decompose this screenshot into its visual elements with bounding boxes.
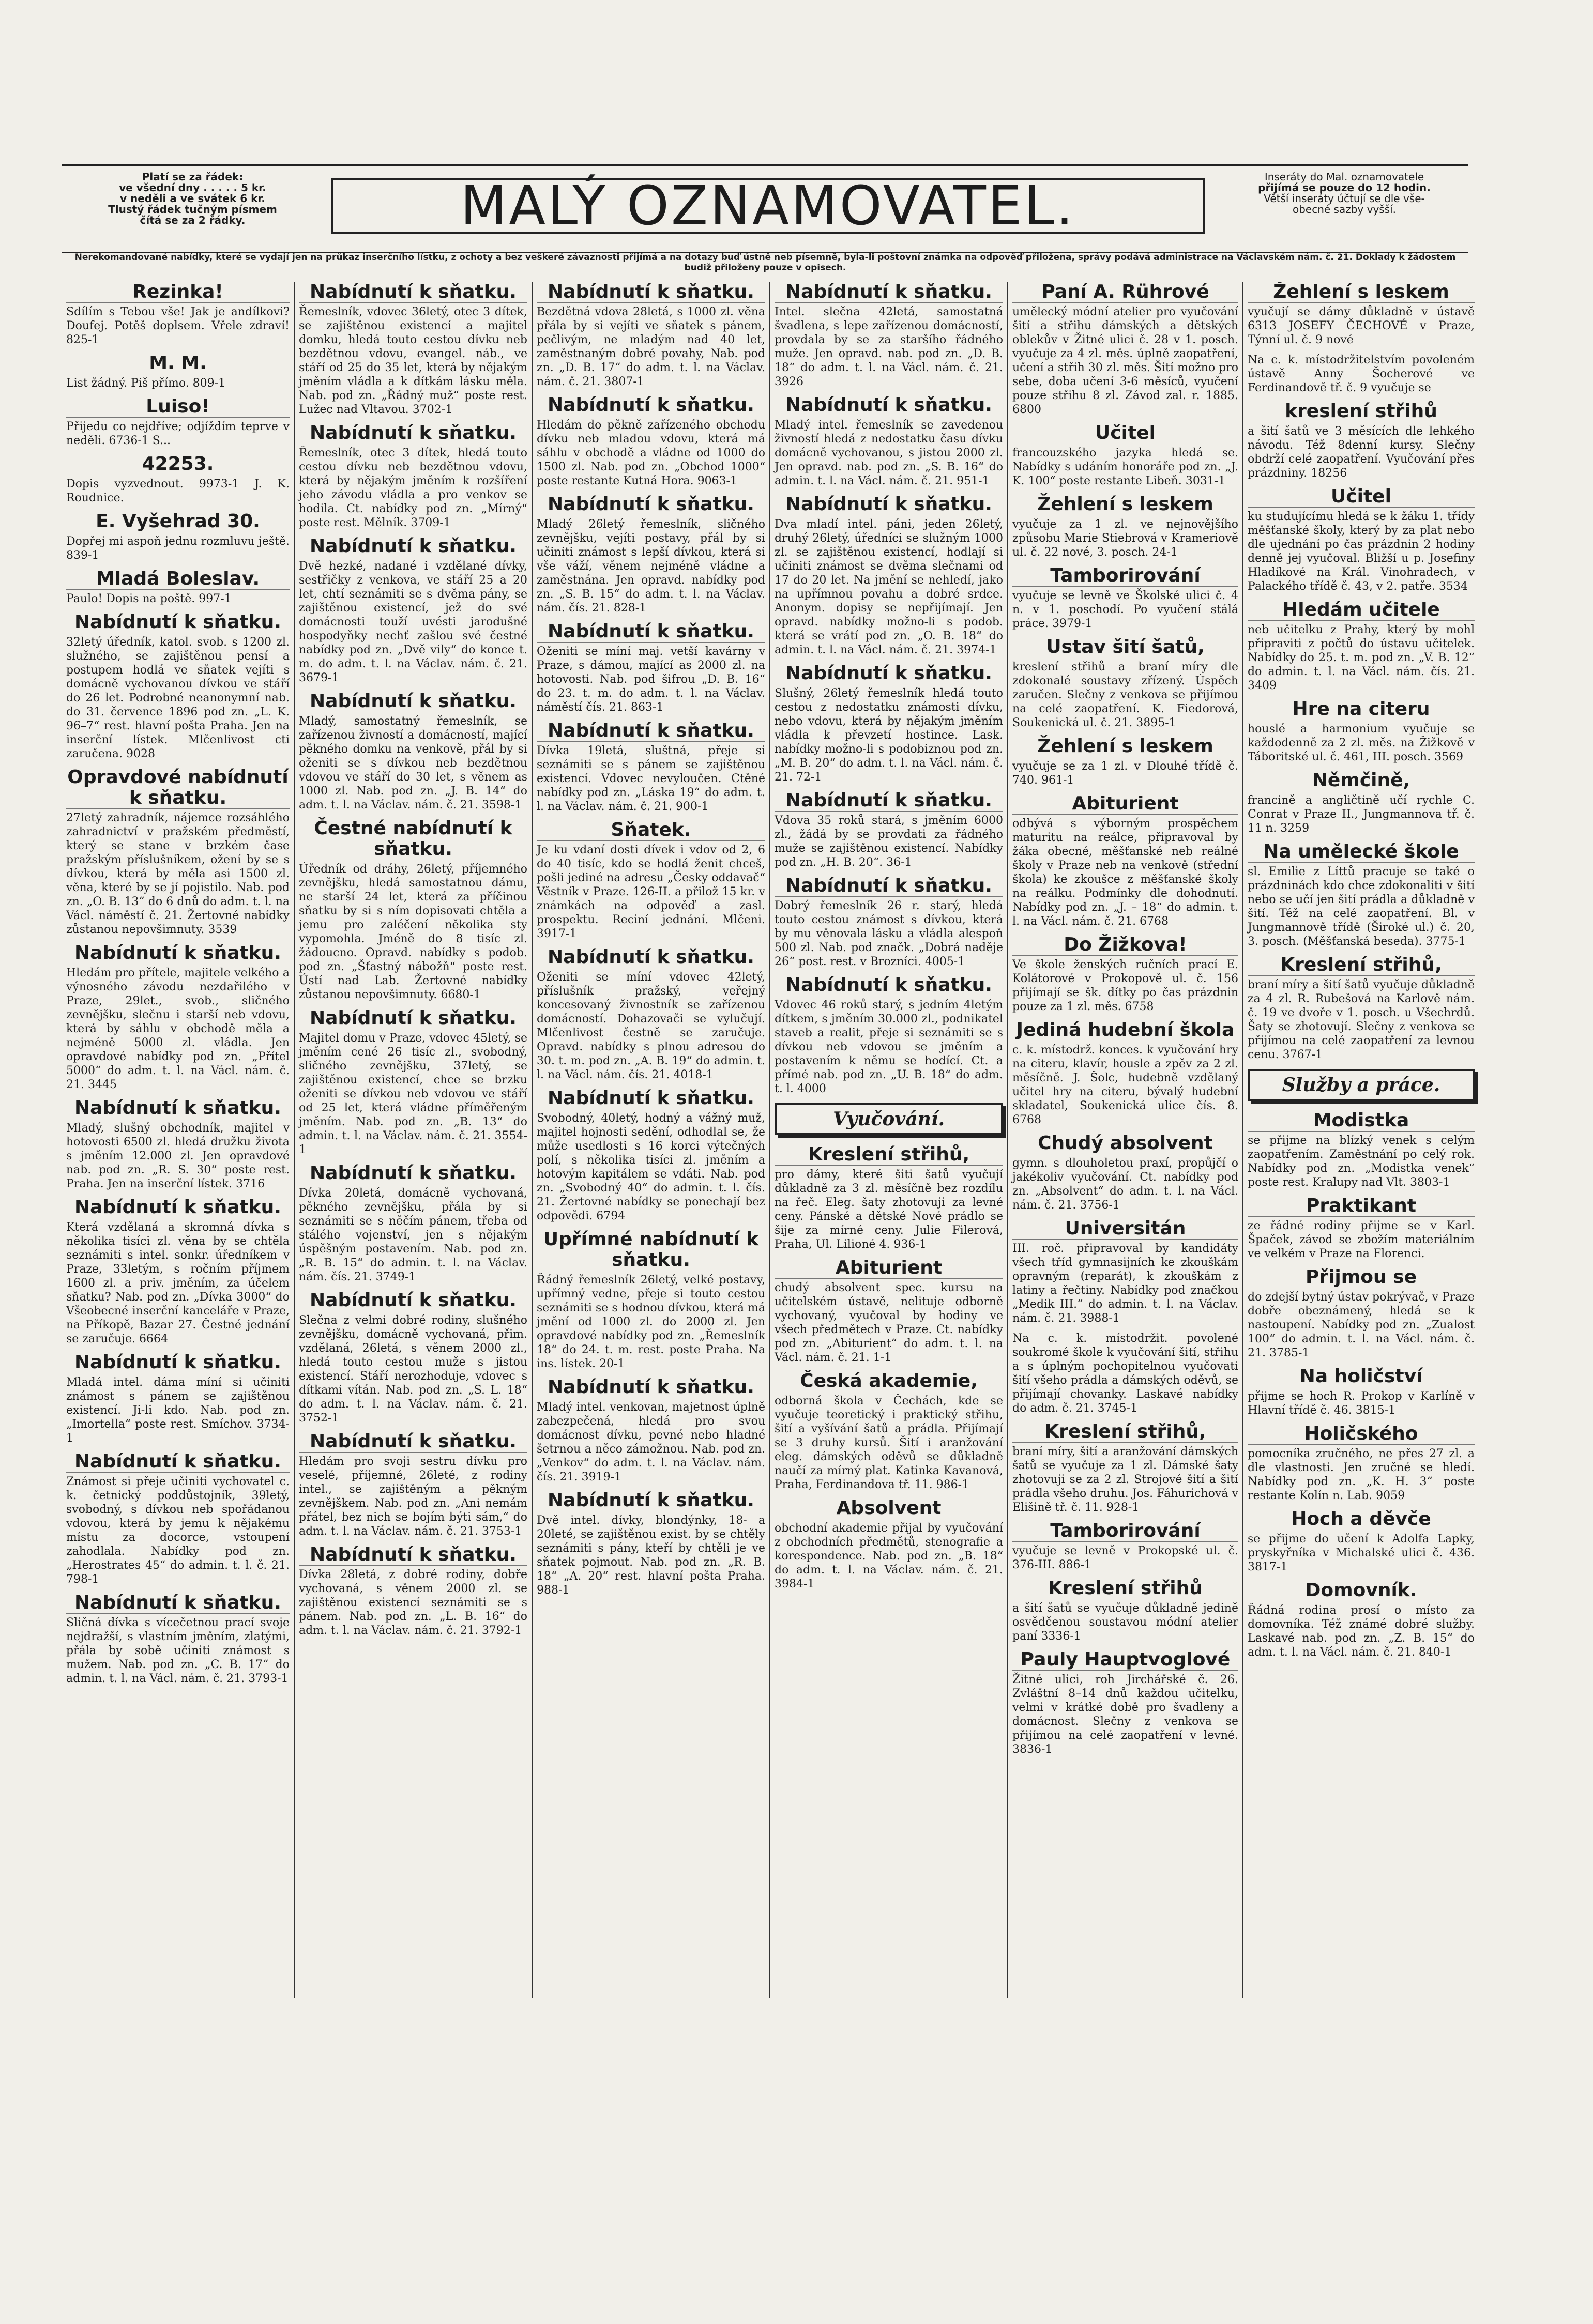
ad-heading: Nabídnutí k sňatku.: [66, 1098, 290, 1119]
classified-ad: [66, 1197, 290, 1346]
classified-ad: [299, 691, 527, 812]
ad-text: Řádný řemeslník 26letý, velké postavy, upřímný vedne, přeje si touto cestou seznámiti se s hodnou dívkou, která má jmění od 1000 zl. do 2000 zl. Jen opravdové nabídky pod zn. „Řemeslník 18“ do 24. t. m. rest. poste Praha. Na ins. lístek. 20-1: [537, 1274, 765, 1370]
ad-text: Slušný, 26letý řemeslník hledá touto cestou z nedostatku známosti dívku, nebo vdovu, která by nějakým jměním vládla k převzetí hostince. Lask. nabídky možno-li s podobiznou pod zn. „M. B. 20“ do adm. t. l. na Václ. nám. č. 21. 72-1: [775, 687, 1003, 784]
column-5: [1008, 282, 1243, 1998]
classified-ad: [1248, 1424, 1475, 1503]
section-heading: Vyučování.: [775, 1103, 1003, 1135]
ad-heading: Jediná hudební škola: [1012, 1020, 1238, 1041]
ad-text: Bezdětná vdova 28letá, s 1000 zl. věna přála by si vejíti ve sňatek s pánem, pečlivým, ne mladým nad 40 let, zaměstnaným dobré povahy, Nab. pod zn. „D. B. 17“ do adm. t. l. na Václav. nám. č. 21. 3807-1: [537, 305, 765, 388]
ad-heading: Nabídnutí k sňatku.: [66, 612, 290, 633]
ad-heading: Opravdové nabídnutí k sňatku.: [66, 767, 290, 809]
ad-text: obchodní akademie přijal by vyučování z obchodních předmětů, stenografie a korespondence. Nab. pod zn. „B. 18“ do adm. t. l. na Václav. nám. č. 21. 3984-1: [775, 1522, 1003, 1591]
ad-text: pomocníka zručného, ne přes 27 zl. a dle vlastnosti. Jen zručné se hledí. Nabídky pod zn. „K. H. 3“ poste restante Kolín n. Lab. 9059: [1248, 1447, 1475, 1502]
ad-text: braní míry, šití a aranžování dámských šatů se vyučuje za 1 zl. Dámské šaty zhotovuji se za 2 zl. Strojové šití a šití prádla všeho druhu. Jos. Fáhurichová v Elišině tř. č. 11. 928-1: [1012, 1445, 1238, 1514]
classified-ad: [66, 511, 290, 562]
ad-heading: Nabídnutí k sňatku.: [537, 621, 765, 643]
classified-ad: [537, 1229, 765, 1371]
ad-text: Mladá intel. dáma míní si učiniti známost s pánem se zajištěnou existencí. Ji-li kdo. Nab. pod zn. „Imortella“ poste rest. Smíchov. 3734-1: [66, 1376, 290, 1445]
ad-text: Hledám pro svoji sestru dívku pro veselé, příjemné, 26leté, z rodiny intel., se zajištěným a pěkným zevnějškem. Nab. pod zn. „Ani nemám přátel, bez nich se bojím býti sám,“ do adm. t. l. na Václav. nám. č. 21. 3753-1: [299, 1455, 527, 1538]
ad-heading: E. Vyšehrad 30.: [66, 511, 290, 532]
ad-heading: Universitán: [1012, 1218, 1238, 1240]
classified-ad: [1248, 770, 1475, 835]
classified-ad: [1012, 637, 1238, 730]
ad-heading: Ustav šití šatů,: [1012, 637, 1238, 658]
classified-ad: [537, 721, 765, 814]
classified-ad: [1248, 1110, 1475, 1189]
ad-text: 27letý zahradník, nájemce rozsáhlého zahradnictví v pražském předměstí, který se stane v brzkém čase pražským příslušníkem, ožení by se s dívkou, která by měla asi 1500 zl. věna, které by se jí pojistilo. Nab. pod zn. „O. B. 13“ do 6 dnů do adm. t. l. na Václ. náměstí č. 21. Žertovné nabídky zůstanou nepovšimnuty. 3539: [66, 812, 290, 936]
ad-heading: Česká akademie,: [775, 1371, 1003, 1392]
ad-heading: Nabídnutí k sňatku.: [537, 494, 765, 515]
ad-heading: Nabídnutí k sňatku.: [537, 1490, 765, 1511]
ad-text: Dva mladí intel. páni, jeden 26letý, druhý 26letý, úředníci se služným 1000 zl. se zajištěnou existencí, hodlají si učiniti známost se dvěma slečnami od 17 do 20 let. Na jmění se nehledí, jako na upřímnou povahu a dobré srdce. Anonym. dopisy se nepřijímají. Jen opravd. nabídky možno-li s podob. která se vrátí pod zn. „O. B. 18“ do admin. t. l. na Václ. nám. č. 21. 3974-1: [775, 518, 1003, 656]
insertion-line: obecné sazby vyšší.: [1292, 203, 1397, 216]
ad-text: a šití šatů ve 3 měsících dle lehkého návodu. Též 8denní kursy. Slečny obdrží celé zaopatření. Vyučování přes prázdniny. 18256: [1248, 425, 1475, 480]
ad-text: pro dámy, které šiti šatů vyučují důkladně za 3 zl. měsíčně bez rozdílu na řeč. Eleg. šaty zhotovuji za levné ceny. Pánské a dětské Nové prádlo se šije za mírné ceny. Julie Filerová, Praha, Ul. Lilioné 4. 936-1: [775, 1168, 1003, 1251]
ad-heading: kreslení střihů: [1248, 401, 1475, 422]
ad-text: Mladý intel. venkovan, majetnost úplně zabezpečená, hledá pro svou domácnost dívku, pevné nebo hladné šetrnou a něco zámožnou. Nab. pod zn. „Venkov“ do adm. t. l. na Václav. nám. čís. 21. 3919-1: [537, 1401, 765, 1484]
ad-text: Žitné ulici, roh Jirchářské č. 26. Zvláštní 8–14 dnů každou učitelku, velmi v krátké době pro švadleny a domácnost. Slečny z venkova se přijímou na celé zaopatření v levné. 3836-1: [1012, 1673, 1238, 1756]
masthead: [62, 164, 1468, 253]
ad-text: Dopis vyzvednout. 9973-1 J. K. Roudnice.: [66, 478, 290, 504]
ad-text: Intel. slečna 42letá, samostatná švadlena, s lepe zařízenou domácností, provdala by se za staršího řádného muže. Jen opravd. nab. pod zn. „D. B. 18“ do adm. t. l. na Václ. nám. č. 21. 3926: [775, 305, 1003, 388]
ad-heading: Nabídnutí k sňatku.: [66, 943, 290, 964]
ad-text: Na c. k. místodržitelstvím povoleném ústavě Anny Šocherové ve Ferdinandově tř. č. 9 vyučuje se: [1248, 354, 1475, 394]
classified-ad: [1012, 736, 1238, 787]
classified-ad: [775, 1498, 1003, 1591]
ad-text: vyučuje se levně ve Školské ulici č. 4 n. v 1. poschodí. Po vyučení stálá práce. 3979-1: [1012, 589, 1238, 630]
ad-heading: Nabídnutí k sňatku.: [66, 1352, 290, 1373]
classified-ad: [775, 876, 1003, 969]
insertion-line: Větší inseráty účtují se dle vše-: [1264, 192, 1425, 205]
ad-heading: Nabídnutí k sňatku.: [299, 1008, 527, 1029]
ad-heading: Nabídnutí k sňatku.: [537, 395, 765, 416]
ad-text: ku studujícímu hledá se k žáku 1. třídy měšťanské školy, který by za plat nebo dle ujednání po čas prázdnin 2 hodiny denně jej vyučoval. Bližší u p. Josefiny Hladíkové na Král. Vinohradech, v Palackého třídě č. 43, v 2. patře. 3534: [1248, 510, 1475, 593]
ad-heading: Žehlení s leskem: [1012, 736, 1238, 757]
classified-ad: [66, 1451, 290, 1586]
ad-text: přijme se hoch R. Prokop v Karlíně v Hlavní třídě č. 46. 3815-1: [1248, 1390, 1475, 1417]
ad-text: Řemeslník, vdovec 36letý, otec 3 dítek, se zajištěnou existencí a majitel domku, hledá touto cestou dívku neb bezdětnou vdovu, evangel. náb., ve stáří od 25 do 35 let, která by nějakým jměním vládla a k dítkám lásku měla. Nab. pod zn. „Řádný muž“ poste rest. Lužec nad Vltavou. 3702-1: [299, 305, 527, 416]
ad-text: houslé a harmonium vyučuje se každodenně za 2 zl. měs. na Žižkově v Táboritské ul. č. 461, III. posch. 3569: [1248, 723, 1475, 763]
ad-text: Hledám do pěkně zařízeného obchodu dívku neb mladou vdovu, která má sáhlu v obchodě a vládne od 1000 do 1500 zl. Nab. pod zn. „Obchod 1000“ poste restante Kutná Hora. 9063-1: [537, 419, 765, 487]
ad-heading: Nabídnutí k sňatku.: [299, 282, 527, 303]
ad-heading: Nabídnutí k sňatku.: [537, 282, 765, 303]
ad-heading: Paní A. Rührové: [1012, 282, 1238, 303]
classified-ad: [1012, 935, 1238, 1014]
ad-text: Oženiti se míní maj. vetší kavárny v Praze, s dámou, mající as 2000 zl. na hotovosti. Nab. pod šifrou „D. B. 16“ do 23. t. m. do adm. t. l. na Václav. náměstí čís. 21. 863-1: [537, 645, 765, 714]
classified-ad: [1248, 1366, 1475, 1417]
ad-heading: Tamborirování: [1012, 1521, 1238, 1542]
price-line: Platí se za řádek:: [142, 171, 244, 183]
classified-ad: [299, 1545, 527, 1638]
ad-heading: Nabídnutí k sňatku.: [537, 721, 765, 742]
classified-ad: [66, 612, 290, 761]
ad-heading: Nabídnutí k sňatku.: [775, 494, 1003, 515]
classified-ad: [1248, 600, 1475, 693]
classified-ad: [1248, 282, 1475, 347]
section-heading: Služby a práce.: [1248, 1069, 1475, 1101]
ad-text: Řemeslník, otec 3 dítek, hledá touto cestou dívku neb bezdětnou vdovu, která by nějakým jměním k rozšíření jeho závodu vládla a pro venkov se hodila. Ct. nabídky pod zn. „Mírný“ poste rest. Mělník. 3709-1: [299, 447, 527, 529]
classified-ad: [66, 943, 290, 1092]
classified-ad: [1248, 401, 1475, 480]
classified-ad: [1012, 1649, 1238, 1756]
ad-text: Dvě intel. dívky, blondýnky, 18- a 20leté, se zajištěnou exist. by se chtěly seznámiti s pány, kteří by chtěli je ve sňatek pojmout. Nab. pod zn. „R. B. 18“ „A. 20“ rest. hlavní pošta Praha. 988-1: [537, 1514, 765, 1597]
ad-heading: Nabídnutí k sňatku.: [775, 790, 1003, 812]
ad-heading: Nabídnutí k sňatku.: [299, 536, 527, 557]
ad-heading: Učitel: [1012, 423, 1238, 444]
ad-text: francině a angličtině učí rychle C. Conrat v Praze II., Jungmannova tř. č. 11 n. 3259: [1248, 794, 1475, 835]
ad-text: Svobodný, 40letý, hodný a vážný muž, majitel hojnosti sedění, odhodlal se, že může usedlosti s 16 korci výtečných polí, s několika tisíci zl. jměním a hotovým kapitálem se vdáti. Nab. pod zn. „Svobodný 40“ do admin. t. l. čís. 21. Žertovné nabídky se ponechají bez odpovědi. 6794: [537, 1112, 765, 1222]
ad-heading: Nabídnutí k sňatku.: [537, 1377, 765, 1398]
ad-text: Dopřej mi aspoň jednu rozmluvu ještě. 839-1: [66, 535, 290, 562]
ad-text: se přijme do učení k Adolfa Lapky, pryskyřníka v Michalské ulici č. 436. 3817-1: [1248, 1533, 1475, 1573]
ad-heading: Žehlení s leskem: [1248, 282, 1475, 303]
classified-ad: [299, 1290, 527, 1425]
classified-ad: [299, 1008, 527, 1157]
ad-text: Známost si přeje učiniti vychovatel c. k. četnický poddůstojník, 39letý, svobodný, s dívkou neb spořádanou vdovou, která by jemu k nějakému místu za docorce, vstoupení zahodlala. Nabídky pod zn. „Herostrates 45“ do admin. t. l. č. 21. 798-1: [66, 1475, 290, 1586]
ad-heading: Nabídnutí k sňatku.: [537, 1088, 765, 1109]
ad-heading: Nabídnutí k sňatku.: [537, 947, 765, 968]
ad-text: Dívka 28letá, z dobré rodiny, dobře vychovaná, s věnem 2000 zl. se zajištěnou existencí seznámiti se s pánem. Nab. pod zn. „L. B. 16“ do adm. t. l. na Václav. nám. č. 21. 3792-1: [299, 1568, 527, 1637]
ad-text: Mladý, samostatný řemeslník, se zařízenou živností a domácností, mající pěkného domku na venkově, přál by si oženiti se s dívkou neb bezdětnou vdovou ve stáří do 30 let, s věnem as 1000 zl. Nab. pod zn. „J. B. 14“ do adm. t. l. na Václav. nám. č. 21. 3598-1: [299, 715, 527, 812]
classified-ad: [775, 790, 1003, 869]
classified-ad: [1248, 1509, 1475, 1574]
classified-ad: [775, 1258, 1003, 1365]
ad-heading: Abiturient: [775, 1258, 1003, 1279]
classified-ad: [1248, 699, 1475, 764]
ad-heading: Kreslení střihů,: [1248, 955, 1475, 976]
ad-heading: M. M.: [66, 353, 290, 374]
classified-ad: [66, 1352, 290, 1445]
classified-ad: [775, 1371, 1003, 1492]
classified-ad: [537, 395, 765, 488]
ad-heading: Nabídnutí k sňatku.: [299, 1163, 527, 1184]
ad-text: Vdovec 46 roků starý, s jedním 4letým dítkem, s jměním 30.000 zl., podnikatel staveb a realit, přeje si seznámiti se s dívkou neb vdovou se jměním a postavením k němu se hodící. Ct. a přímé nab. pod zn. „U. B. 18“ do adm. t. l. 4000: [775, 999, 1003, 1095]
classified-ad: [66, 1593, 290, 1686]
ad-heading: Nabídnutí k sňatku.: [299, 1545, 527, 1566]
ad-heading: Nabídnutí k sňatku.: [775, 395, 1003, 416]
ad-text: Úředník od dráhy, 26letý, příjemného zevnějšku, hledá samostatnou dámu, ne starší 24 let, která za příčinou sňatku by si s ním dopisovati chtěla a jemu pro zaléčení několika sty vypomohla. Jméně do 8 tisíc zl. žádoucno. Opravd. nabídky s podob. pod zn. „Šťastný nábožň“ poste rest. Ústí nad Lab. Žertovné nabídky zůstanou nepovšimnuty. 6680-1: [299, 863, 527, 1001]
ad-heading: Nabídnutí k sňatku.: [775, 876, 1003, 897]
classified-ad: [66, 1098, 290, 1191]
ad-heading: Chudý absolvent: [1012, 1133, 1238, 1154]
ad-heading: Holičského: [1248, 1424, 1475, 1445]
ad-text: gymn. s dlouholetou praxí, propůjčí o jakékoliv vyučování. Ct. nabídky pod zn. „Absolvent“ do adm. t. l. na Václ. nám. č. 21. 3756-1: [1012, 1157, 1238, 1212]
ad-heading: Hre na citeru: [1248, 699, 1475, 720]
column-1: [62, 282, 295, 1998]
ad-heading: Kreslení střihů: [1012, 1578, 1238, 1599]
ad-heading: 42253.: [66, 454, 290, 475]
ad-heading: Hledám učitele: [1248, 600, 1475, 621]
ad-heading: Němčině,: [1248, 770, 1475, 791]
classified-ad: [775, 975, 1003, 1096]
classified-ad: [537, 947, 765, 1082]
ad-heading: Hoch a děvče: [1248, 1509, 1475, 1530]
classified-ad: [1012, 494, 1238, 559]
ad-heading: Učitel: [1248, 486, 1475, 508]
classified-ad: [66, 353, 290, 390]
classified-ad: [299, 1163, 527, 1284]
column-4: [770, 282, 1008, 1998]
ad-text: francouzského jazyka hledá se. Nabídky s udáním honoráře pod zn. „J. K. 100“ poste restante Libeň. 3031-1: [1012, 447, 1238, 487]
ad-text: Sličná dívka s vícečetnou prací svoje nejdražší, s vlastním jměním, zlatými, přála by sobě učiniti známost s mužem. Nab. pod zn. „C. B. 17“ do admin. t. l. na Václ. nám. č. 21. 3793-1: [66, 1616, 290, 1685]
classified-ad: [66, 396, 290, 448]
classified-ad: [775, 494, 1003, 657]
classified-ad: [1012, 1133, 1238, 1212]
ad-heading: Žehlení s leskem: [1012, 494, 1238, 515]
classified-ad: [299, 423, 527, 530]
ad-heading: Nabídnutí k sňatku.: [66, 1451, 290, 1473]
insertion-line: přijímá se pouze do 12 hodin.: [1258, 181, 1431, 194]
ad-heading: Na umělecké škole: [1248, 842, 1475, 863]
ad-text: Dvě hezké, nadané i vzdělané dívky, sestřičky z venkova, ve stáří 25 a 20 let, chtí seznámiti se s dvěma pány, se zajištěnou existencí, jež do své domácnosti touží uvésti jarodušné hospodyňky nechť zašlou své čestné nabídky pod zn. „Dvě vily“ do konce t. m. do adm. t. l. na Václav. nám. č. 21. 3679-1: [299, 560, 527, 684]
ad-heading: Mladá Boleslav.: [66, 569, 290, 590]
classified-ad: [537, 621, 765, 714]
classified-ad: [299, 1431, 527, 1538]
ad-text: vyučuje se levně v Prokopské ul. č. 376-III. 886-1: [1012, 1545, 1238, 1571]
ad-text: vyučují se dámy důkladně v ústavě 6313 JOSEFY ČECHOVÉ v Praze, Týnní ul. č. 9 nové: [1248, 305, 1475, 346]
ad-text: Sdílím s Tebou vše! Jak je andílkovi? Doufej. Potěš doplsem. Vřele zdraví! 825-1: [66, 305, 290, 346]
ad-heading: Nabídnutí k sňatku.: [299, 423, 527, 444]
ad-heading: Pauly Hauptvoglové: [1012, 1649, 1238, 1671]
classified-ad: [1012, 282, 1238, 417]
classified-ad: [537, 494, 765, 615]
classified-ad: [1248, 486, 1475, 593]
ad-heading: Nabídnutí k sňatku.: [66, 1197, 290, 1218]
classified-ad: [537, 1377, 765, 1484]
classified-ad: [775, 282, 1003, 389]
ad-text: Mladý 26letý řemeslník, sličného zevnějšku, vejíti postavy, přál by si učiniti známost s lepší dívkou, která si vše váží, věnem nejméně vládne a zaměstnána. Jen opravd. nabídky pod zn. „S. B. 15“ do adm. t. l. na Václav. nám. čís. 21. 828-1: [537, 518, 765, 615]
ad-text: III. roč. připravoval by kandidáty všech tříd gymnasijních ke zkouškám opravným (reparát), k zkouškám z latiny a řečtiny. Nabídky pod značkou „Medik III.“ do admin. t. l. na Václav. nám. č. 21. 3988-1: [1012, 1242, 1238, 1325]
page-title: MALÝ OZNAMOVATEL.: [460, 174, 1075, 237]
ad-heading: Přijmou se: [1248, 1267, 1475, 1288]
ad-text: Mladý intel. řemeslník se zavedenou živností hledá z nedostatku času dívku domácně vychovanou, s jistou 2000 zl. Jen opravd. nab. pod zn. „S. B. 16“ do admin. t. l. na Václ. nám. č. 21. 951-1: [775, 419, 1003, 487]
ad-heading: Nabídnutí k sňatku.: [775, 975, 1003, 996]
classified-ad: [1248, 1196, 1475, 1261]
ad-text: odborná škola v Čechách, kde se vyučuje teoretický i praktický střihu, šití a vyšívání šatů a prádla. Přijímají se 3 druhy kursů. Šití i aranžování eleg. dámských oděvů se důkladně naučí za mírný plat. Katinka Kavanová, Praha, Ferdinandova tř. 11. 986-1: [775, 1395, 1003, 1491]
insertion-info: [1220, 172, 1468, 215]
classified-ad: [299, 282, 527, 417]
title-box: [331, 174, 1205, 237]
ad-text: sl. Emilie z Líttů pracuje se také o prázdninách kdo chce zdokonaliti v šití nebo se učí jen šití prádla a důkladně v šití. Též na celé zaopatření. Bl. v Jungmannově třídě (Široké ul.) č. 20, 3. posch. (Měšťanská beseda). 3775-1: [1248, 865, 1475, 948]
classified-ad: [775, 663, 1003, 784]
classified-ad: [1012, 1020, 1238, 1127]
classified-ad: [1012, 1332, 1238, 1415]
ad-text: vyučuje se za 1 zl. v Dlouhé třídě č. 740. 961-1: [1012, 760, 1238, 787]
ad-text: 32letý úředník, katol. svob. s 1200 zl. služného, se zajištěnou pensí a postupem hodlá ve sňatek vejíti s domácně vychovanou dívkou ve stáří do 26 let. Podrobné neanonymní nab. do 31. července 1896 pod zn. „L. K. 96–7“ rest. hlavní pošta Praha. Jen na inserční lístek. Mlčenlivost cti zaručena. 9028: [66, 636, 290, 760]
classified-ad: [537, 1490, 765, 1597]
ad-text: vyučuje za 1 zl. ve nejnovějšího způsobu Marie Stiebrová v Krameriově ul. č. 22 nové, 3. posch. 24-1: [1012, 518, 1238, 559]
classified-ad: [1012, 565, 1238, 631]
ad-text: Hledám pro přítele, majitele velkého a výnosného závodu nezdařilého v Praze, 29let., svob., sličného zevnějšku, slečnu i starší neb vdovu, která by sáhlu v obchodě měla a nejméně 5000 zl. vládla. Jen opravdové nabídky pod zn. „Přítel 5000“ do adm. t. l. na Václ. nám. č. 21. 3445: [66, 967, 290, 1091]
ad-text: Přijedu co nejdříve; odjíždím teprve v neděli. 6736-1 S...: [66, 420, 290, 447]
ad-heading: Čestné nabídnutí k sňatku.: [299, 818, 527, 860]
classified-ad: [66, 767, 290, 937]
column-3: [533, 282, 770, 1998]
classified-ad: [1012, 793, 1238, 928]
classified-ad: [537, 1088, 765, 1223]
classified-ad: [1012, 1521, 1238, 1572]
ad-heading: Nabídnutí k sňatku.: [775, 663, 1003, 684]
ad-text: Řádná rodina prosí o místo za domovníka. Též známé dobré služby. Laskavé nab. pod zn. „Z. B. 15“ do adm. t. l. na Václ. nám. č. 21. 840-1: [1248, 1604, 1475, 1659]
ad-text: neb učitelku z Prahy, který by mohl připraviti z počtů do ústavu učitelek. Nabídky do 25. t. m. pod zn. „V. B. 12“ do admin. t. l. na Václ. nám. čís. 21. 3409: [1248, 623, 1475, 692]
ad-text: Ve škole ženských ručních prací E. Kolátorové v Prokopově ul. č. 156 přijímají se šk. dítky po čas prázdnin pouze za 1 zl. měs. 6758: [1012, 958, 1238, 1013]
ad-text: umělecký módní atelier pro vyučování šití a střihu dámských a dětských oblekův v Žitné ulici č. 28 v 1. posch. vyučuje za 4 zl. měs. úplně zaopatření, učení a střih 30 zl. měs. Šití možno pro sebe, doba učení 3-6 měsíců, vyučení pouze střihu 8 zl. Závod zal. r. 1885. 6800: [1012, 305, 1238, 416]
classified-ad: [537, 820, 765, 941]
ad-text: List žádný. Piš přímo. 809-1: [66, 377, 226, 390]
classified-ad: [1248, 842, 1475, 949]
column-2: [295, 282, 533, 1998]
ad-heading: Upřímné nabídnutí k sňatku.: [537, 1229, 765, 1271]
classified-ad: [1012, 1218, 1238, 1325]
ad-heading: Nabídnutí k sňatku.: [299, 691, 527, 712]
ad-text: odbývá s výborným prospěchem maturitu na reálce, připravoval by žáka obecné, měšťanské neb reálné školy v Praze neb na venkově (střední škola) ke zkoušce z měšťanské školy na reálku. Podmínky dle dohodnutí. Nabídky pod zn. „J. – 18“ do admin. t. l. na Václ. nám. č. 21. 6768: [1012, 817, 1238, 928]
ad-text: Mladý, slušný obchodník, majitel v hotovosti 6500 zl. hledá družku života s jměním 12.000 zl. Jen opravdové nab. pod zn. „R. S. 30“ poste rest. Praha. Jen na inserční lístek. 3716: [66, 1122, 290, 1190]
ad-heading: Luiso!: [66, 396, 290, 418]
classified-ad: [1248, 1580, 1475, 1659]
ad-heading: Domovník.: [1248, 1580, 1475, 1601]
column-6: [1243, 282, 1479, 1998]
ad-text: Dívka 19letá, sluštná, přeje si seznámiti se s pánem se zajištěnou existencí. Vdovec nevyloučen. Ctěné nabídky pod zn. „Láska 19“ do adm. t. l. na Václav. nám. č. 21. 900-1: [537, 744, 765, 813]
ad-text: do zdejší bytný ústav pokrývač, v Praze dobře obeznámený, hledá se k nastoupení. Nabídky pod zn. „Zualost 100“ do admin. t. l. na Václ. nám. č. 21. 3785-1: [1248, 1291, 1475, 1359]
ad-heading: Sňatek.: [537, 820, 765, 841]
price-line: čítá se za 2 řádky.: [140, 214, 246, 226]
classified-ad: [1248, 1267, 1475, 1360]
ad-heading: Kreslení střihů,: [775, 1144, 1003, 1166]
price-line: ve všední dny . . . . . 5 kr.: [119, 181, 266, 194]
ad-text: ze řádné rodiny přijme se v Karl. Špaček, závod se zbožím materiálním ve velkém v Praze na Florenci.: [1248, 1219, 1475, 1260]
ad-text: chudý absolvent spec. kursu na učitelském ústavě, nelituje odborně vychovaný, vyučoval by hodiny ve všech předmětech v Praze. Ct. nabídky pod zn. „Abiturient“ do adm. t. l. na Václ. nám. č. 21. 1-1: [775, 1281, 1003, 1364]
ad-columns: [62, 282, 1479, 1998]
classified-ad: [775, 1144, 1003, 1251]
ad-text: Je ku vdaní dosti dívek i vdov od 2, 6 do 40 tisíc, kdo se hodlá ženit chceš, pošli jediné na adresu „Česky oddavač“ Věstník v Praze. 126-II. a přilož 15 kr. v známkách na odpověď a zasl. prospektu. Reciní jednání. Mlčeni. 3917-1: [537, 844, 765, 940]
classified-ad: [1012, 423, 1238, 488]
classified-ad: [1248, 955, 1475, 1062]
ad-text: Na c. k. místodržit. povolené soukromé škole k vyučování šití, střihu a s úplným pochopitelnou vyučovati šití všeho prádla a dámských oděvů, se přijímají chovanky. Laskavé nabídky do adm. č. 21. 3745-1: [1012, 1332, 1238, 1415]
classified-ad: [1248, 353, 1475, 395]
ad-text: braní míry a šití šatů vyučuje důkladně za 4 zl. R. Rubešová na Karlově nám. č. 19 ve dvoře v 1. posch. u Všechrdů. Šaty se zhotovují. Slečny z venkova se přijímou na celé zaopatření za levnou cenu. 3767-1: [1248, 978, 1475, 1061]
ad-text: Dobrý řemeslník 26 r. starý, hledá touto cestou známost s dívkou, která by mu věnovala lásku a vládla alespoň 500 zl. Nab. pod značk. „Dobrá naděje 26“ post. rest. v Brozníci. 4005-1: [775, 899, 1003, 968]
classified-ad: [299, 818, 527, 1002]
ad-heading: Na holičství: [1248, 1366, 1475, 1387]
ad-heading: Abiturient: [1012, 793, 1238, 815]
classified-ad: [1012, 1578, 1238, 1643]
ad-heading: Tamborirování: [1012, 565, 1238, 587]
ad-text: c. k. místodrž. konces. k vyučování hry na citeru, klavír, housle a zpěv za 2 zl. měsíčně. J. Šolc, hudebně vzdělaný učitel hry na citeru, bývalý hudební skladatel, Soukenická ulice čís. 8. 6768: [1012, 1044, 1238, 1126]
classified-ad: [66, 282, 290, 347]
ad-text: Slečna z velmi dobré rodiny, slušného zevnějšku, domácně vychovaná, přim. vzdělaná, 26letá, s věnem 2000 zl., hledá touto cestou muže s jistou existencí. Stáří nerozhoduje, vdovec s dítkami vítán. Nab. pod zn. „S. L. 18“ do adm. t. l. na Václav. nám. č. 21. 3752-1: [299, 1314, 527, 1425]
ad-text: Která vzdělaná a skromná dívka s několika tisíci zl. věna by se chtěla seznámiti s intel. sonkr. úředníkem v Praze, 33letým, s ročním příjmem 1600 zl. a priv. jměním, za účelem sňatku? Nab. pod zn. „Dívka 3000“ do Všeobecné inserční kanceláře v Praze, na Příkopě, Bazar 27. Čestné jednání se zaručuje. 6664: [66, 1221, 290, 1346]
classified-ad: [299, 536, 527, 685]
ad-heading: Nabídnutí k sňatku.: [299, 1290, 527, 1311]
ad-heading: Kreslení střihů,: [1012, 1421, 1238, 1443]
ad-heading: Modistka: [1248, 1110, 1475, 1132]
classified-ad: [1012, 1421, 1238, 1515]
ad-text: kreslení střihů a braní míry dle zdokonalé soustavy zřízený. Úspěch zaručen. Slečny z venkova se přijímou na celé zaopatření. K. Fiedorová, Soukenická ul. č. 21. 3895-1: [1012, 661, 1238, 729]
ad-text: a šití šatů se vyučuje důkladně jedině osvědčenou soustavou módní atelier paní 3336-1: [1012, 1602, 1238, 1643]
insertion-line: Inseráty do Mal. oznamovatele: [1264, 171, 1424, 183]
ad-heading: Rezinka!: [66, 282, 290, 303]
price-line: Tlustý řádek tučným písmem: [108, 203, 277, 216]
ad-text: Oženiti se míní vdovec 42letý, příslušník pražský, veřejný koncesovaný živnostník se zařízenou domácností. Dohazovači se vylučují. Mlčenlivost čestně se zaručuje. Opravd. nabídky s plnou adresou do 30. t. m. pod zn. „A. B. 19“ do admin. t. l. na Václ. nám. čís. 21. 4018-1: [537, 971, 765, 1081]
price-info: [62, 172, 323, 226]
ad-text: Majitel domu v Praze, vdovec 45letý, se jměním cené 26 tisíc zl., svobodný, sličného zevnějšku, 37letý, se zajištěnou existencí, chce se brzku oženiti se dívkou neb vdovou ve stáří od 25 let, která vládne příměřeným jměním. Nab. pod zn. „B. 13“ do admin. t. l. na Václav. nám. č. 21. 3554-1: [299, 1032, 527, 1156]
ad-heading: Nabídnutí k sňatku.: [66, 1593, 290, 1614]
classified-ad: [66, 569, 290, 606]
ad-heading: Nabídnutí k sňatku.: [775, 282, 1003, 303]
classified-ad: [775, 395, 1003, 488]
ad-text: se přijme na blízký venek s celým zaopatřením. Zaměstnání po celý rok. Nabídky pod zn. „Modistka venek“ poste rest. Kralupy nad Vlt. 3803-1: [1248, 1134, 1475, 1189]
notice-text: Nerekomandované nabídky, které se vydají jen na průkaz inserčního lístku, z ochoty a bez veškeré závaznosti přijímá a na dotazy buď ústně neb písemně, byla-li poštovní známka na odpověď přiložena, správy podává administrace na Václavském nám. č. 21. Doklady k žádostem budiž přiloženy pouze v opisech.: [74, 252, 1456, 273]
ad-heading: Do Žižkova!: [1012, 935, 1238, 956]
classified-ad: [66, 454, 290, 505]
ad-text: Dívka 20letá, domácně vychovaná, pěkného zevnějšku, přála by si seznámiti se s něčím pánem, třeba od stálého vojenství, jen s nějakým úspěšným postavením. Nab. pod zn. „R. B. 15“ do admin. t. l. na Václav. nám. čís. 21. 3749-1: [299, 1187, 527, 1283]
ad-heading: Absolvent: [775, 1498, 1003, 1519]
price-line: v neděli a ve svátek 6 kr.: [120, 192, 265, 205]
ad-heading: Praktikant: [1248, 1196, 1475, 1217]
classified-ad: [537, 282, 765, 389]
ad-text: Paulo! Dopis na poště. 997-1: [66, 592, 232, 605]
ad-text: Vdova 35 roků stará, s jměním 6000 zl., žádá by se provdati za řádného muže se zajištěnou existencí. Nabídky pod zn. „H. B. 20“. 36-1: [775, 814, 1003, 869]
ad-heading: Nabídnutí k sňatku.: [299, 1431, 527, 1452]
